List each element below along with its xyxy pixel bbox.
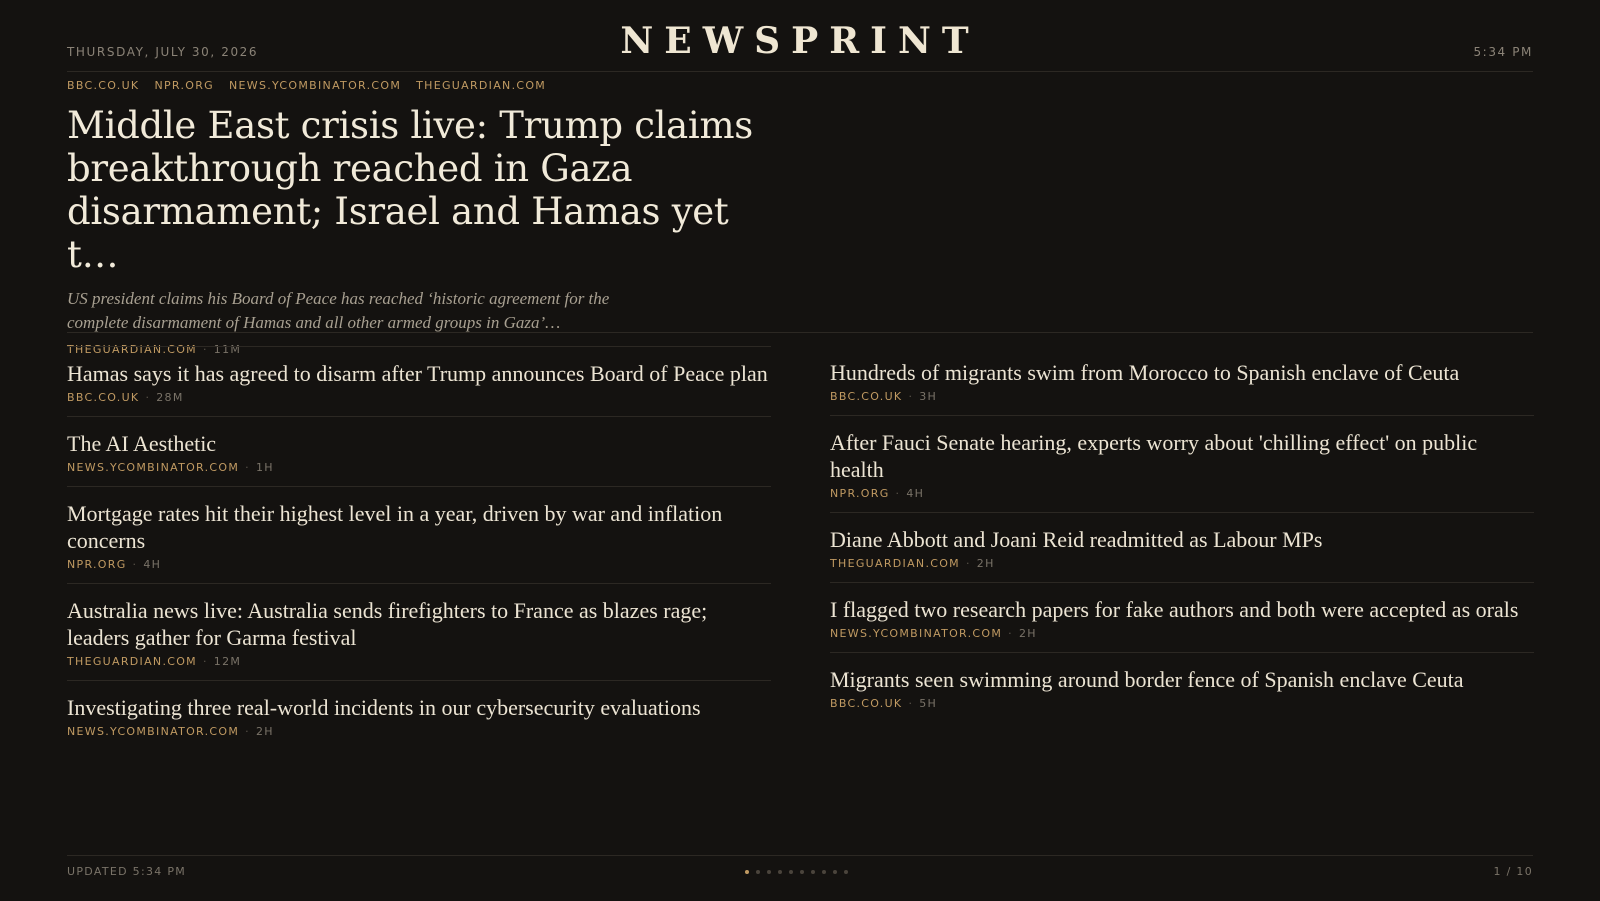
meta-separator: · [145, 391, 151, 404]
meta-separator: · [895, 487, 901, 500]
page-dot[interactable] [745, 870, 749, 874]
lead-story-title[interactable]: Middle East crisis live: Trump claims breakthrough reached in Gaza disarmament; Israel and Hamas yet t… [67, 104, 753, 276]
meta-separator: · [202, 343, 208, 356]
story-meta [67, 655, 771, 668]
meta-separator: · [132, 558, 138, 571]
page-dot[interactable] [833, 870, 837, 874]
page-dot[interactable] [767, 870, 771, 874]
story-age: 2H [1018, 627, 1037, 640]
story-item[interactable] [830, 653, 1534, 722]
story-column-right [830, 346, 1534, 722]
source-filter-guardian[interactable]: THEGUARDIAN.COM [416, 79, 547, 92]
masthead-date: THURSDAY, JULY 30, 2026 [67, 45, 259, 59]
meta-separator: · [202, 655, 208, 668]
story-item[interactable] [67, 487, 771, 584]
story-age: 1H [255, 461, 274, 474]
story-source: BBC.CO.UK [830, 697, 903, 710]
story-meta [830, 557, 1534, 570]
page-dot[interactable] [844, 870, 848, 874]
story-age: 11M [213, 343, 242, 356]
page-dot[interactable] [800, 870, 804, 874]
story-title[interactable]: Migrants seen swimming around border fence of Spanish enclave Ceuta [830, 667, 1464, 692]
story-title[interactable]: Diane Abbott and Joani Reid readmitted as Labour MPs [830, 527, 1323, 552]
story-age: 4H [143, 558, 162, 571]
meta-separator: · [965, 557, 971, 570]
story-source: NEWS.YCOMBINATOR.COM [830, 627, 1003, 640]
story-item[interactable] [830, 416, 1534, 513]
story-source: BBC.CO.UK [830, 390, 903, 403]
story-source: THEGUARDIAN.COM [67, 343, 197, 356]
story-item[interactable] [830, 346, 1534, 416]
page-dot[interactable] [822, 870, 826, 874]
story-item[interactable] [67, 417, 771, 487]
story-source: NEWS.YCOMBINATOR.COM [67, 461, 240, 474]
story-meta [830, 627, 1534, 640]
page-indicator [745, 870, 848, 874]
story-title[interactable]: Mortgage rates hit their highest level in a year, driven by war and inflation concerns [67, 501, 723, 553]
story-title[interactable]: Hamas says it has agreed to disarm after Trump announces Board of Peace plan [67, 361, 768, 386]
lead-divider [67, 332, 1533, 333]
updated-timestamp: UPDATED 5:34 PM [67, 865, 187, 878]
story-meta [830, 487, 1534, 500]
meta-separator: · [908, 390, 914, 403]
page-dot[interactable] [778, 870, 782, 874]
story-title[interactable]: I flagged two research papers for fake authors and both were accepted as orals [830, 597, 1519, 622]
story-item[interactable] [67, 346, 771, 417]
story-source: BBC.CO.UK [67, 391, 140, 404]
story-meta [830, 697, 1534, 710]
story-age: 12M [213, 655, 242, 668]
meta-separator: · [1008, 627, 1013, 640]
story-source: THEGUARDIAN.COM [67, 655, 197, 668]
story-source: NEWS.YCOMBINATOR.COM [67, 725, 240, 738]
story-meta [67, 461, 771, 474]
story-item[interactable] [830, 583, 1534, 653]
meta-separator: · [245, 725, 250, 738]
story-meta [67, 391, 771, 404]
story-source: NPR.ORG [830, 487, 890, 500]
newsprint-page [67, 0, 1533, 900]
story-meta [830, 390, 1534, 403]
story-column-left [67, 346, 771, 750]
story-item[interactable] [67, 681, 771, 750]
story-title[interactable]: Investigating three real-world incidents in our cybersecurity evaluations [67, 695, 701, 720]
story-meta [67, 558, 771, 571]
story-age: 2H [976, 557, 995, 570]
lead-story[interactable] [67, 104, 787, 356]
source-filter-bar [67, 79, 546, 92]
story-age: 2H [255, 725, 274, 738]
masthead [67, 0, 1533, 72]
page-dot[interactable] [789, 870, 793, 874]
story-title[interactable]: Australia news live: Australia sends firefighters to France as blazes rage; leaders gather for Garma festival [67, 598, 708, 650]
story-source: NPR.ORG [67, 558, 127, 571]
source-filter-bbc[interactable]: BBC.CO.UK [67, 79, 140, 92]
lead-story-summary: US president claims his Board of Peace has reached ‘historic agreement for the complete disarmament of Hamas and all other armed groups in Gaza’… [67, 289, 610, 332]
story-item[interactable] [830, 513, 1534, 583]
story-age: 28M [156, 391, 184, 404]
story-source: THEGUARDIAN.COM [830, 557, 960, 570]
page-dot[interactable] [756, 870, 760, 874]
story-title[interactable]: The AI Aesthetic [67, 431, 217, 456]
source-filter-npr[interactable]: NPR.ORG [154, 79, 214, 92]
page-counter: 1 / 10 [1493, 865, 1533, 878]
story-meta [67, 725, 771, 738]
meta-separator: · [245, 461, 250, 474]
masthead-time: 5:34 PM [1473, 45, 1533, 59]
page-dot[interactable] [811, 870, 815, 874]
source-filter-hackernews[interactable]: NEWS.YCOMBINATOR.COM [228, 79, 402, 92]
story-age: 4H [906, 487, 925, 500]
story-item[interactable] [67, 584, 771, 681]
story-title[interactable]: After Fauci Senate hearing, experts worry about 'chilling effect' on public health [830, 430, 1478, 482]
story-age: 3H [919, 390, 938, 403]
meta-separator: · [908, 697, 914, 710]
masthead-logo: NEWSPRINT [620, 20, 980, 62]
story-age: 5H [919, 697, 938, 710]
story-title[interactable]: Hundreds of migrants swim from Morocco to Spanish enclave of Ceuta [830, 360, 1460, 385]
footer [67, 855, 1533, 901]
